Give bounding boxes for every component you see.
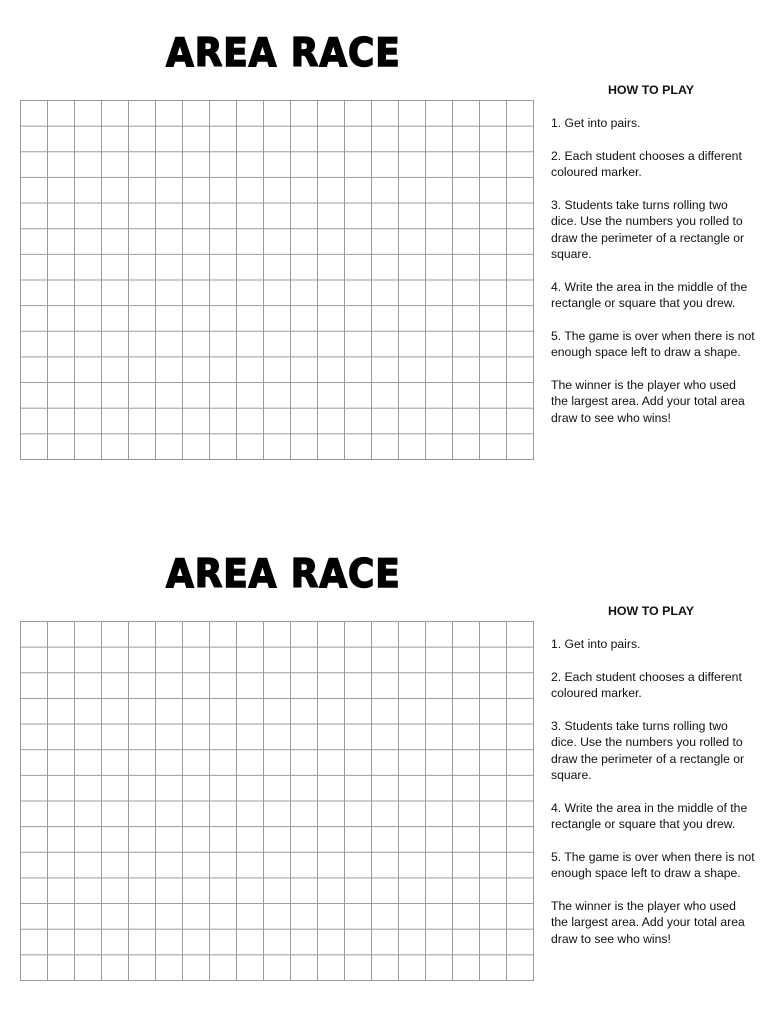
winner-text: The winner is the player who used the largest area. Add your total area draw to see who wins!: [551, 899, 745, 946]
winner-text: The winner is the player who used the largest area. Add your total area draw to see who wins!: [551, 378, 745, 425]
grid-paper[interactable]: [20, 621, 534, 981]
worksheet-top: [0, 30, 768, 490]
worksheet-title: AREA RACE: [166, 552, 401, 597]
instruction-step: 1. Get into pairs.: [551, 116, 641, 131]
instruction-step: 2. Each student chooses a different coloured marker.: [551, 149, 742, 180]
instructions-panel: [551, 603, 756, 963]
instructions-panel: [551, 82, 756, 442]
how-to-play-heading: HOW TO PLAY: [607, 604, 695, 618]
instruction-step: 4. Write the area in the middle of the rectangle or square that you drew.: [551, 279, 748, 311]
instruction-step: 2. Each student chooses a different coloured marker.: [551, 670, 742, 701]
instruction-step: 5. The game is over when there is not enough space left to draw a shape.: [551, 849, 755, 881]
worksheet-title: AREA RACE: [166, 31, 401, 76]
worksheet-bottom: [0, 551, 768, 1011]
instruction-step: 3. Students take turns rolling two dice. Use the numbers you rolled to draw the perimeter of a rectangle or square.: [551, 719, 745, 783]
instruction-step: 1. Get into pairs.: [551, 637, 641, 652]
instruction-step: 5. The game is over when there is not enough space left to draw a shape.: [551, 328, 755, 360]
instruction-step: 4. Write the area in the middle of the rectangle or square that you drew.: [551, 800, 748, 832]
instruction-step: 3. Students take turns rolling two dice. Use the numbers you rolled to draw the perimeter of a rectangle or square.: [551, 198, 745, 262]
grid-paper[interactable]: [20, 100, 534, 460]
how-to-play-heading: HOW TO PLAY: [607, 83, 695, 97]
